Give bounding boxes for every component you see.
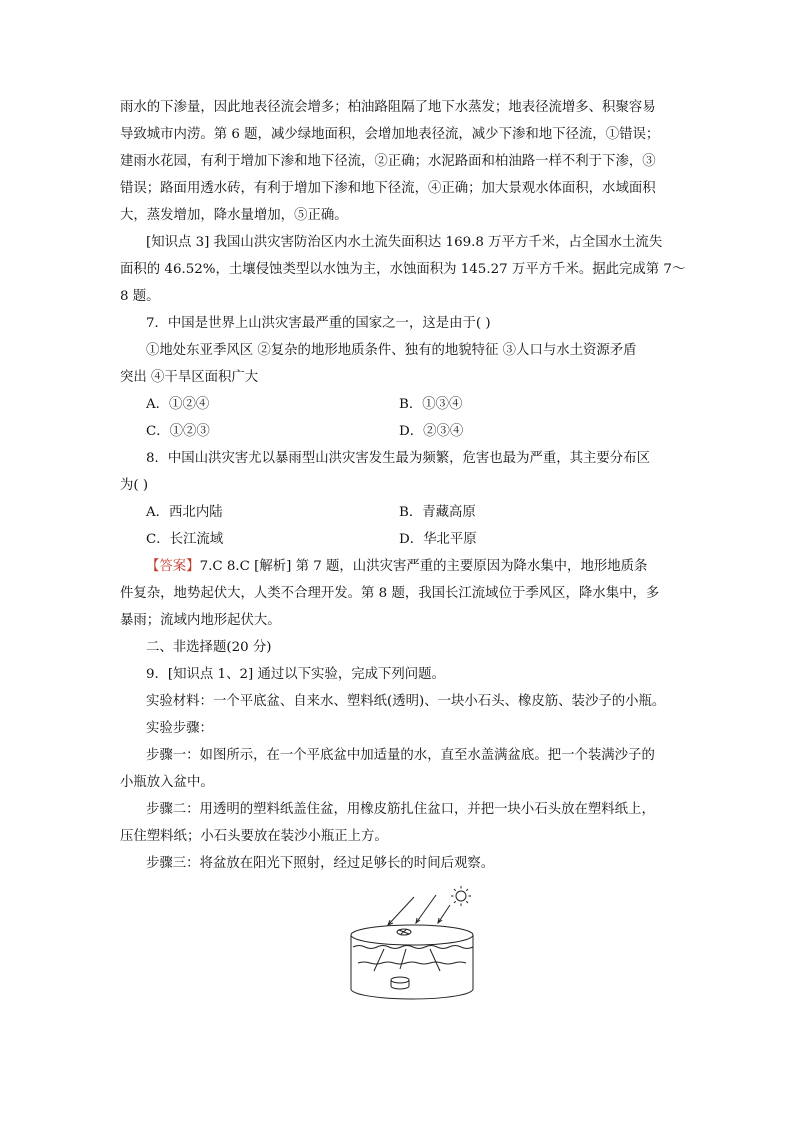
section2-title: 二、非选择题(20 分): [146, 640, 272, 655]
answer-line-3: 暴雨；流域内地形起伏大。: [120, 613, 281, 628]
experiment-materials: 实验材料：一个平底盆、自来水、塑料纸(透明)、一块小石头、橡皮筋、装沙子的小瓶。: [146, 694, 666, 709]
sun-icon: [451, 886, 471, 906]
analysis-line-3: 建雨水花园，有利于增加下渗和地下径流，②正确；水泥路面和柏油路一样不利于下渗，③: [120, 154, 656, 169]
q7-option-d: D．②③④: [399, 424, 464, 439]
analysis-line-4: 错误；路面用透水砖，有利于增加下渗和地下径流，④正确；加大景观水体面积，水域面积: [120, 181, 656, 196]
q8-option-a: A．西北内陆: [146, 505, 223, 520]
q7-option-c: C．①②③: [146, 424, 210, 439]
kp3-line-1: [知识点 3] 我国山洪灾害防治区内水土流失面积达 169.8 万平方千米，占全国水土流失: [146, 235, 663, 250]
experiment-steps-title: 实验步骤：: [146, 721, 213, 736]
kp3-line-3: 8 题。: [120, 289, 160, 304]
droplet-arrows: [374, 949, 440, 971]
answer-line-2: 件复杂，地势起伏大，人类不合理开发。第 8 题，我国长江流域位于季风区，降水集中，多: [120, 586, 660, 601]
plastic-film: [353, 946, 473, 949]
q7-stem: 7．中国是世界上山洪灾害最严重的国家之一，这是由于( ): [146, 316, 491, 331]
answer-line-1-text: 7.C 8.C [解析] 第 7 题，山洪灾害严重的主要原因为降水集中，地形地质条: [199, 559, 648, 574]
answer-line-1: [146, 557, 647, 577]
step3-line: 步骤三：将盆放在阳光下照射，经过足够长的时间后观察。: [146, 856, 495, 871]
experiment-figure: [344, 885, 486, 1007]
q8-stem-line-2: 为( ): [120, 478, 149, 493]
q8-option-d: D．华北平原: [399, 532, 477, 547]
analysis-line-2: 导致城市内涝。第 6 题，减少绿地面积，会增加地表径流，减少下渗和地下径流，①错误；: [120, 127, 660, 142]
step1-line-1: 步骤一：如图所示，在一个平底盆中加适量的水，直至水盖满盆底。把一个装满沙子的: [146, 748, 655, 763]
q8-option-b: B．青藏高原: [399, 505, 476, 520]
analysis-line-1: 雨水的下渗量，因此地表径流会增多；柏油路阻隔了地下水蒸发；地表径流增多、积聚容易: [120, 100, 656, 115]
sunlight-arrows: [388, 895, 450, 925]
stone-icon: [397, 929, 411, 935]
q7-option-a: A．①②④: [146, 397, 210, 412]
q7-items-line-2: 突出 ④干旱区面积广大: [120, 370, 259, 385]
step2-line-1: 步骤二：用透明的塑料纸盖住盆，用橡皮筋扎住盆口，并把一块小石头放在塑料纸上，: [146, 802, 655, 817]
q8-option-c: C．长江流域: [146, 532, 224, 547]
analysis-line-5: 大，蒸发增加，降水量增加，⑤正确。: [120, 208, 348, 223]
q7-items-line-1: ①地处东亚季风区 ②复杂的地形地质条件、独有的地貌特征 ③人口与水土资源矛盾: [146, 343, 637, 358]
q7-option-b: B．①③④: [399, 397, 463, 412]
q8-stem-line-1: 8．中国山洪灾害尤以暴雨型山洪灾害发生最为频繁，危害也最为严重，其主要分布区: [146, 451, 650, 466]
sand-bottle-icon: [391, 977, 409, 989]
step2-line-2: 压住塑料纸；小石头要放在装沙小瓶正上方。: [120, 829, 388, 844]
q9-stem: 9．[知识点 1、2] 通过以下实验，完成下列问题。: [146, 667, 445, 682]
water-surface: [358, 962, 466, 964]
kp3-line-2: 面积的 46.52%，土壤侵蚀类型以水蚀为主，水蚀面积为 145.27 万平方千米。据此完成第 7～: [120, 262, 686, 277]
step1-line-2: 小瓶放入盆中。: [120, 775, 214, 790]
answer-tag: 【答案】: [146, 559, 200, 574]
